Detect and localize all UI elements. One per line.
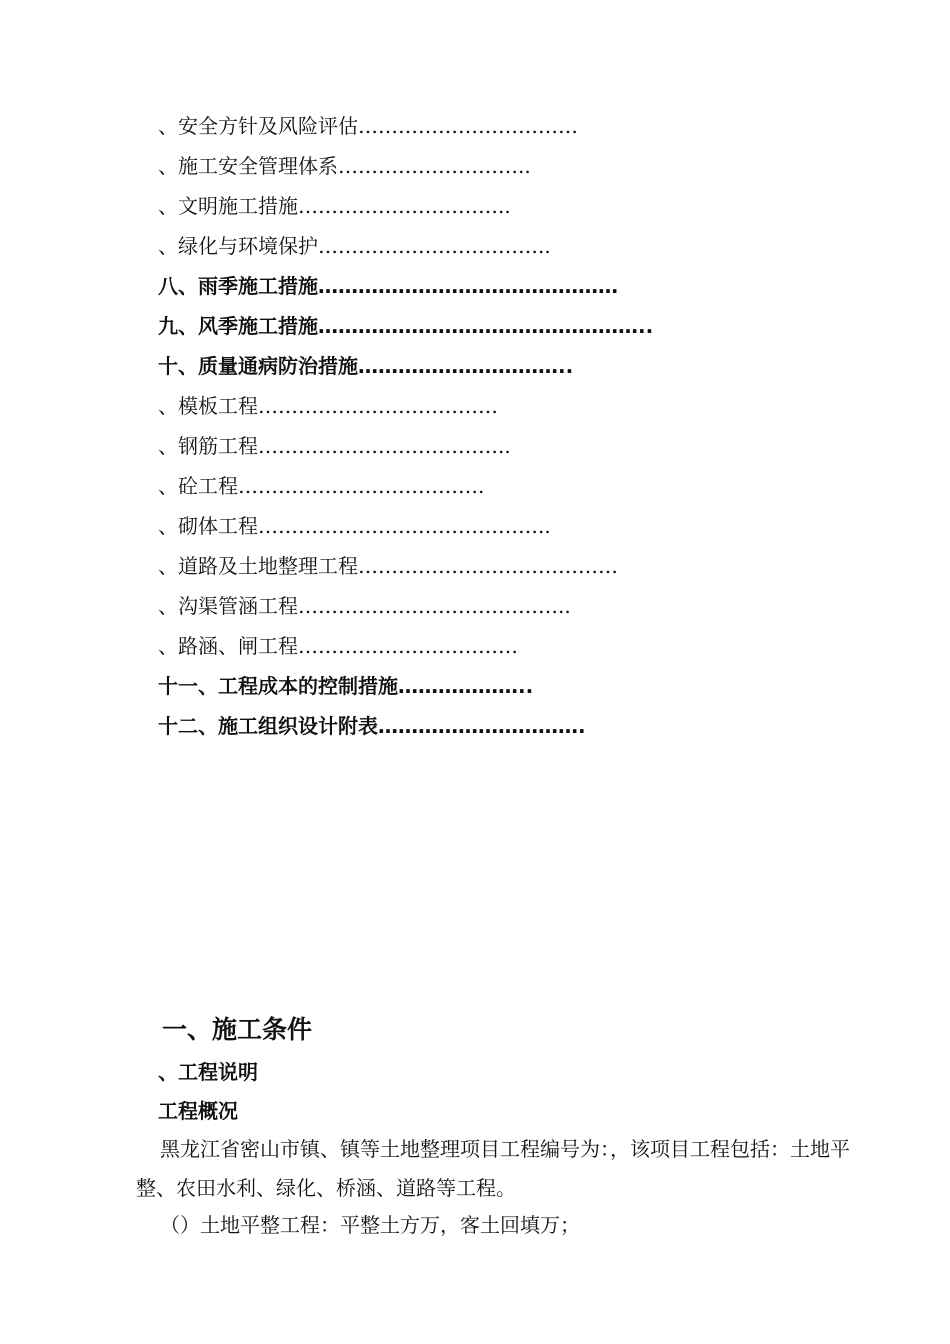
overview-text: 黑龙江省密山市镇、镇等土地整理项目工程编号为：，该项目工程包括：土地平整、农田水利、绿化、桥涵、道路等工程。: [136, 1137, 850, 1200]
overview-paragraph: [136, 1130, 876, 1208]
toc-entry: 十一、工程成本的控制措施………………..: [158, 674, 534, 698]
toc-entry: 十、质量通病防治措施…………………………..: [158, 354, 574, 378]
toc-entry: 、文明施工措施…………………………..: [158, 194, 511, 218]
toc-entry: 、砼工程……………………………….: [158, 474, 485, 498]
toc-entry: 、模板工程………………………………: [158, 394, 498, 418]
toc-entry: 、路涵、闸工程……………………………: [158, 634, 518, 658]
toc-entry: 、道路及土地整理工程…………………………………: [158, 554, 618, 578]
toc-entry: 、安全方针及风险评估……………………………: [158, 114, 578, 138]
toc-entry: 九、风季施工措施…………………………………………..: [158, 314, 654, 338]
toc-entry: 、砌体工程……………………………………..: [158, 514, 551, 538]
table-of-contents: [158, 110, 878, 750]
toc-entry: 八、雨季施工措施………………………………………: [158, 274, 618, 298]
toc-entry: 、沟渠管涵工程…………………………………..: [158, 594, 571, 618]
subsection-heading: 工程概况: [158, 1099, 238, 1123]
toc-entry: 十二、施工组织设计附表………………………….: [158, 714, 586, 738]
section-title: 一、施工条件: [162, 1015, 313, 1044]
subsection-title: 、工程说明: [158, 1060, 258, 1084]
toc-entry: 、施工安全管理体系………………………..: [158, 154, 531, 178]
toc-entry: 、钢筋工程………………………………..: [158, 434, 511, 458]
toc-entry: 、绿化与环境保护……………………………..: [158, 234, 551, 258]
list-item: （）土地平整工程：平整土方万，客土回填万；: [160, 1213, 580, 1237]
